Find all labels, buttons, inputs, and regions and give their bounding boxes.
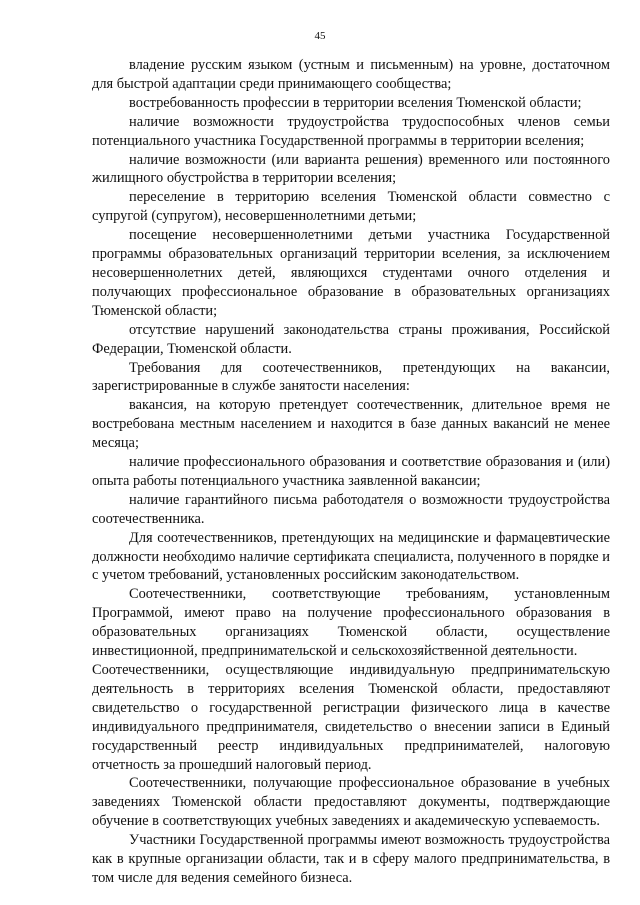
page-number: 45 (314, 30, 326, 42)
paragraph: наличие гарантийного письма работодателя о возможности трудоустройства соотечественника. (92, 491, 610, 527)
paragraph: Требования для соотечественников, претендующих на вакансии, зарегистрированные в службе занятости населения: (92, 359, 610, 395)
paragraph: Участники Государственной программы имеют возможность трудоустройства как в крупные организации области, так и в сферу малого предпринимательства, в том числе для ведения семейного бизнеса. (92, 832, 610, 886)
document-body (92, 56, 610, 888)
paragraph: посещение несовершеннолетними детьми участника Государственной программы образовательных организаций территории вселения, за исключением несовершеннолетних детей, являющихся студентами очного отделения и получающих профессиональное образование в образовательных организациях Тюменской области; (92, 227, 610, 319)
paragraph: вакансия, на которую претендует соотечественник, длительное время не востребована местным населением и находится в базе данных вакансий не менее месяца; (92, 397, 610, 452)
paragraph: Для соотечественников, претендующих на медицинские и фармацевтические должности необходимо наличие сертификата специалиста, полученного в порядке и с учетом требований, установленных российским законодательством. (92, 529, 610, 584)
paragraph: Соотечественники, получающие профессиональное образование в учебных заведениях Тюменской области предоставляют документы, подтверждающие обучение в соответствующих учебных заведениях и академическую успеваемость. (92, 775, 610, 830)
paragraph: переселение в территорию вселения Тюменской области совместно с супругой (супругом), несовершеннолетними детьми; (92, 189, 610, 225)
paragraph: Соотечественники, осуществляющие индивидуальную предпринимательскую деятельность в территориях вселения Тюменской области, предоставляют свидетельство о государственной регистрации физического лица в качестве индивидуального предпринимателя, свидетельство о внесении записи в Единый государственный реестр индивидуальных предпринимателей, налоговую отчетность за прошедший налоговый период. (92, 662, 610, 773)
paragraph: наличие возможности (или варианта решения) временного или постоянного жилищного обустройства в территории вселения; (92, 151, 610, 187)
paragraph: востребованность профессии в территории вселения Тюменской области; (129, 94, 582, 111)
paragraph: отсутствие нарушений законодательства страны проживания, Российской Федерации, Тюменской области. (92, 321, 610, 357)
paragraph: Соотечественники, соответствующие требованиям, установленным Программой, имеют право на получение профессионального образования в образовательных организациях Тюменской области, осуществление инвестиционной, предпринимательской и сельскохозяйственной деятельности. (92, 586, 610, 660)
paragraph: наличие возможности трудоустройства трудоспособных членов семьи потенциального участника Государственной программы в территории вселения; (92, 113, 610, 149)
paragraph: наличие профессионального образования и соответствие образования и (или) опыта работы потенциального участника заявленной вакансии; (92, 454, 610, 489)
paragraph: владение русским языком (устным и письменным) на уровне, достаточном для быстрой адаптации среди принимающего сообщества; (92, 57, 610, 92)
